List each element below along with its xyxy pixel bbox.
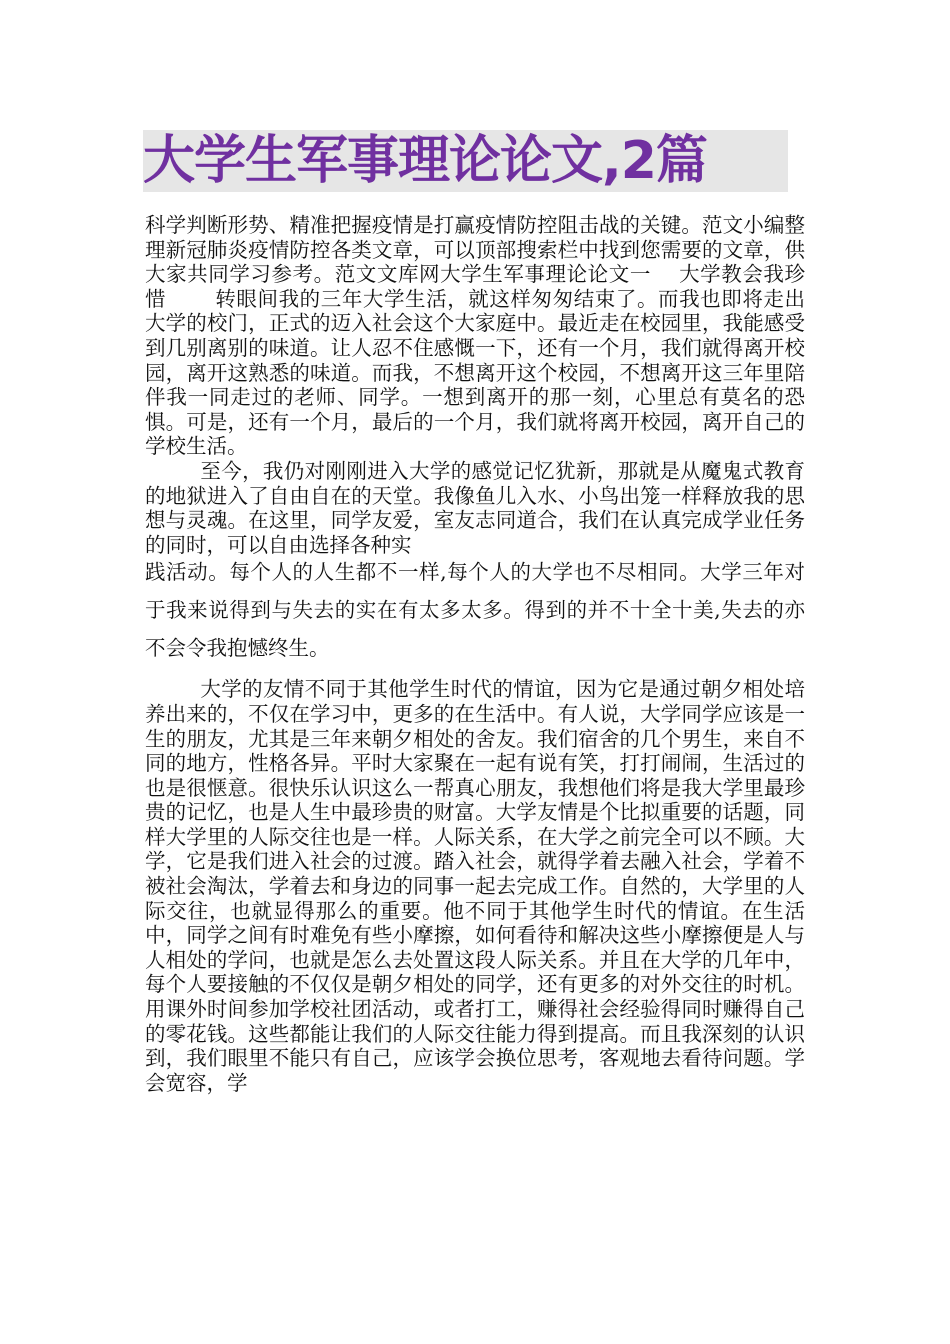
paragraph-friendship: 大学的友情不同于其他学生时代的情谊，因为它是通过朝夕相处培养出来的，不仅在学习中，更多的在生活中。有人说，大学同学应该是一生的朋友，尤其是三年来朝夕相处的舍友。我们宿舍的几个男生，来自不同的地方，性格各异。平时大家聚在一起有说有笑，打打闹闹，生活过的也是很惬意。很快乐认识这么一帮真心朋友，我想他们将是我大学里最珍贵的记忆，也是人生中最珍贵的财富。大学友情是个比拟重要的话题，同样大学里的人际交往也是一样。人际关系，在大学之前完全可以不顾。大学，它是我们进入社会的过渡。踏入社会，就得学着去融入社会，学着不被社会淘汰，学着去和身边的同事一起去完成工作。自然的，大学里的人际交往，也就显得那么的重要。他不同于其他学生时代的情谊。在生活中，同学之间有时难免有些小摩擦，如何看待和解决这些小摩擦便是人与人相处的学问，也就是怎么去处置这段人际关系。并且在大学的几年中，每个人要接触的不仅仅是朝夕相处的同学，还有更多的对外交往的时机。用课外时间参加学校社团活动，或者打工，赚得社会经验得同时赚得自己的零花钱。这些都能让我们的人际交往能力得到提高。而且我深刻的认识到，我们眼里不能只有自己，应该学会换位思考，客观地去看待问题。学会宽容，学 bbox=[145, 677, 805, 1095]
paragraph-activities: 践活动。每个人的人生都不一样,每个人的大学也不尽相同。大学三年对于我来说得到与失去的实在有太多太多。得到的并不十全十美,失去的亦不会令我抱憾终生。 bbox=[145, 560, 805, 661]
document-body bbox=[145, 213, 805, 1095]
document-title: 大学生军事理论论文,2篇 bbox=[143, 131, 707, 191]
paragraph-memory: 至今，我仍对刚刚进入大学的感觉记忆犹新，那就是从魔鬼式教育的地狱进入了自由自在的天堂。我像鱼儿入水、小鸟出笼一样释放我的思想与灵魂。在这里，同学友爱，室友志同道合，我们在认真完成学业任务的同时，可以自由选择各种实 bbox=[145, 458, 805, 557]
title-highlight bbox=[143, 130, 788, 192]
paragraph-intro: 科学判断形势、精准把握疫情是打赢疫情防控阻击战的关键。范文小编整理新冠肺炎疫情防控各类文章，可以顶部搜索栏中找到您需要的文章，供大家共同学习参考。范文文库网大学生军事理论论文一 大学教会我珍惜 转眼间我的三年大学生活，就这样匆匆结束了。而我也即将走出大学的校门，正式的迈入社会这个大家庭中。最近走在校园里，我能感受到几别离别的味道。让人忍不住感慨一下，还有一个月，我们就得离开校园，离开这熟悉的味道。而我，不想离开这个校园，不想离开这三年里陪伴我一同走过的老师、同学。一想到离开的那一刻，心里总有莫名的恐惧。可是，还有一个月，最后的一个月，我们就将离开校园，离开自己的学校生活。 bbox=[145, 213, 805, 459]
